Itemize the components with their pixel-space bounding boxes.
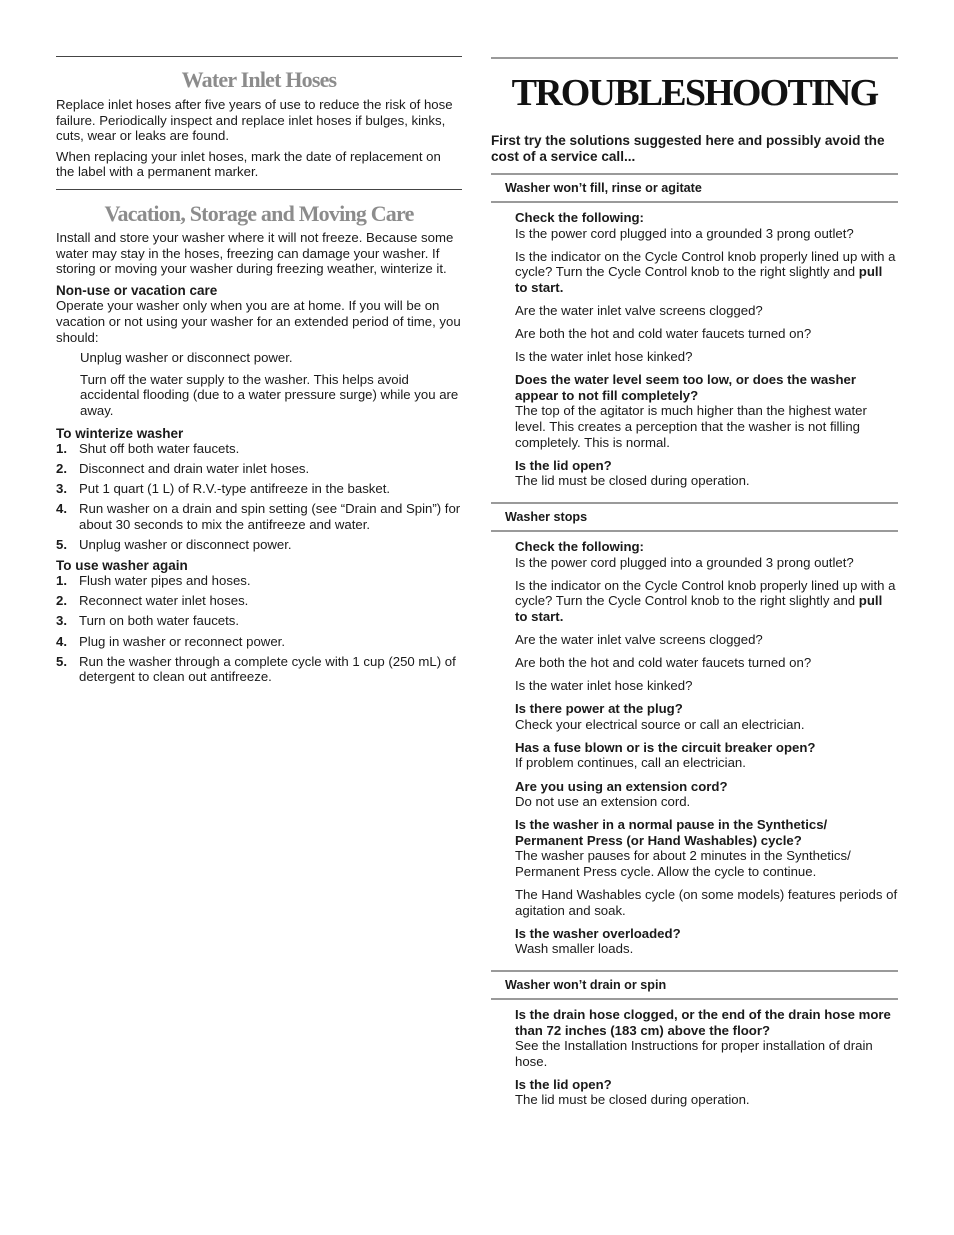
answer: The lid must be closed during operation. [515,1092,750,1108]
answer: Is the indicator on the Cycle Control knob properly lined up with a cycle? Turn the Cycle Control knob to the right slightly and pull to start. [515,577,896,624]
nonuse-item: Unplug washer or disconnect power. [80,350,293,366]
question: Is the lid open? [515,457,612,473]
answer: Is the indicator on the Cycle Control knob properly lined up with a cycle? Turn the Cycle Control knob to the right slightly and pull to start. [515,248,896,295]
answer: Are the water inlet valve screens clogged? [515,302,763,318]
winterize-steps [56,441,462,553]
list-item: 2. Disconnect and drain water inlet hoses. [56,461,310,477]
answer: Are the water inlet valve screens clogged? [515,631,763,647]
question: Check the following: [515,538,644,554]
water-inlet-hoses-heading: Water Inlet Hoses [181,67,337,92]
section-wont-fill [491,210,898,489]
right-column [491,57,898,1108]
answer: See the Installation Instructions for proper installation of drain hose. [515,1038,873,1069]
answer: Are both the hot and cold water faucets turned on? [515,326,812,342]
vacation-storage-heading: Vacation, Storage and Moving Care [104,200,414,226]
list-item: 1. Shut off both water faucets. [56,441,240,457]
answer: If problem continues, call an electrician. [515,755,746,771]
list-item: 1. Flush water pipes and hoses. [56,573,251,589]
answer: Are both the hot and cold water faucets turned on? [515,654,812,670]
answer: Is the water inlet hose kinked? [515,349,693,365]
top-rule [56,56,462,57]
question: Is the drain hose clogged, or the end of the drain hose more than 72 inches (183 cm) above the floor? [515,1006,891,1038]
answer: The Hand Washables cycle (on some models) features periods of agitation and soak. [515,887,898,918]
use-again-heading: To use washer again [56,557,188,573]
answer: Is the water inlet hose kinked? [515,678,693,694]
section-band-washer-stops: Washer stops [491,502,898,532]
list-item: 3. Turn on both water faucets. [56,613,240,629]
list-item: 5. Unplug washer or disconnect power. [56,537,292,553]
answer: The top of the agitator is much higher than the highest water level. This creates a perception that the washer is not filling completely. This is normal. [515,403,867,450]
section-washer-stops [491,539,898,957]
water-inlet-paragraph-2: When replacing your inlet hoses, mark the date of replacement on the label with a permanent marker. [56,148,441,180]
question: Are you using an extension cord? [515,778,728,794]
troubleshooting-title: TROUBLESHOOTING [511,72,878,114]
list-item: 4. Run washer on a drain and spin setting (see “Drain and Spin”) for about 30 seconds to mix the antifreeze and water. [56,501,461,532]
answer: Do not use an extension cord. [515,794,691,810]
troubleshooting-intro: First try the solutions suggested here and possibly avoid the cost of a service call... [491,133,885,164]
question: Check the following: [515,210,644,225]
answer: Is the power cord plugged into a grounded 3 prong outlet? [515,554,854,570]
question: Has a fuse blown or is the circuit breaker open? [515,739,816,755]
left-column [56,56,462,685]
question: Does the water level seem too low, or does the washer appear to not fill completely? [515,372,857,403]
winterize-heading: To winterize washer [56,425,184,441]
section-band-wont-drain: Washer won’t drain or spin [491,970,898,1000]
question: Is the washer in a normal pause in the Synthetics/ Permanent Press (or Hand Washables) cycle? [515,817,828,848]
question: Is the washer overloaded? [515,925,681,941]
question: Is the lid open? [515,1076,612,1092]
nonuse-item: Turn off the water supply to the washer. This helps avoid accidental flooding (due to a water pressure surge) while you are away. [80,371,459,418]
answer: Is the power cord plugged into a grounded 3 prong outlet? [515,225,854,241]
answer: Check your electrical source or call an electrician. [515,716,805,732]
answer: The washer pauses for about 2 minutes in the Synthetics/ Permanent Press cycle. Allow the cycle to continue. [515,848,851,879]
question: Is there power at the plug? [515,701,683,717]
vacation-intro: Install and store your washer where it will not freeze. Because some water may stay in the hoses, freezing can damage your washer. If storing or moving your washer during freezing weather, winterize it. [56,229,454,277]
list-item: 2. Reconnect water inlet hoses. [56,593,249,609]
top-rule [491,57,898,59]
nonuse-heading: Non-use or vacation care [56,282,218,298]
list-item: 5. Run the washer through a complete cycle with 1 cup (250 mL) of detergent to clean out antifreeze. [56,653,456,685]
section-wont-drain [491,1007,898,1108]
list-item: 3. Put 1 quart (1 L) of R.V.-type antifreeze in the basket. [56,481,391,497]
water-inlet-paragraph-1: Replace inlet hoses after five years of use to reduce the risk of hose failure. Periodically inspect and replace inlet hoses if bulges, kinks, cuts, wear or leaks are found. [56,97,453,144]
answer: The lid must be closed during operation. [515,473,750,489]
list-item: 4. Plug in washer or reconnect power. [56,633,285,649]
use-again-steps [56,573,462,685]
section-band-wont-fill: Washer won’t fill, rinse or agitate [491,173,898,203]
nonuse-text: Operate your washer only when you are at home. If you will be on vacation or not using your washer for an extended period of time, you should: [56,298,461,345]
section-divider [56,189,462,190]
answer: Wash smaller loads. [515,941,634,957]
